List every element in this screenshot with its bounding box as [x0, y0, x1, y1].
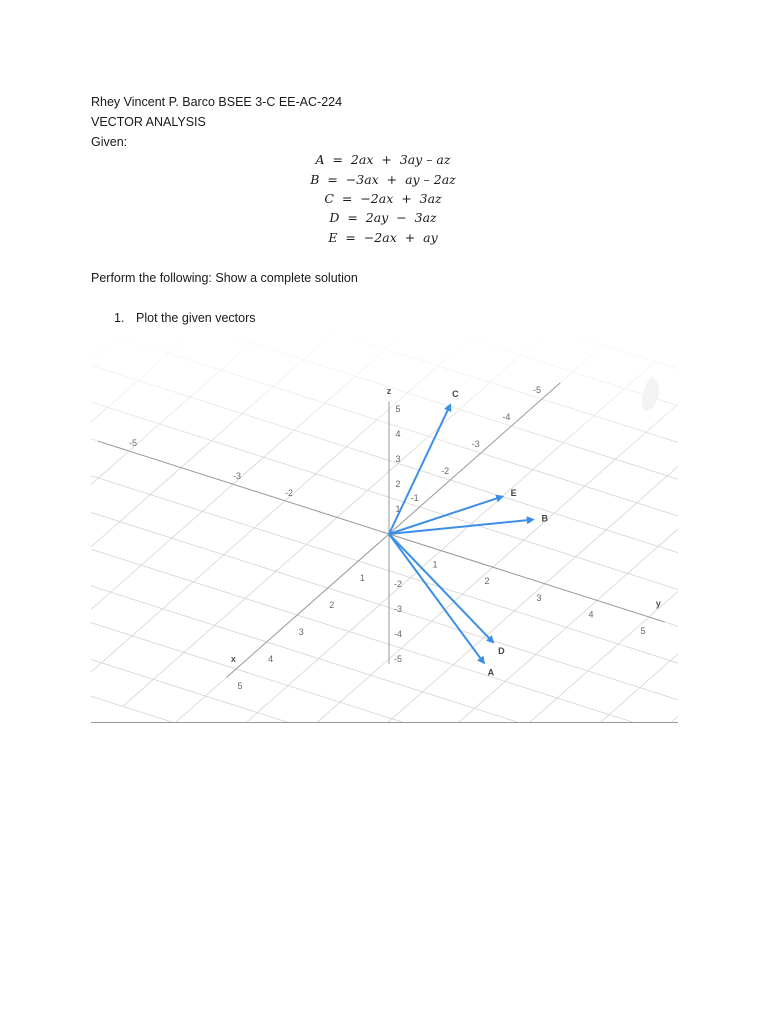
- vector-plot-svg: [91, 328, 678, 723]
- z-tick-label: 1: [395, 504, 401, 514]
- x-neg-tick-label: -5: [532, 385, 542, 395]
- given-label: Given:: [91, 135, 128, 149]
- x-tick-label: 5: [237, 681, 243, 691]
- z-neg-tick-label: -3: [393, 604, 403, 614]
- list-number: 1.: [114, 311, 125, 325]
- z-tick-label: 5: [395, 404, 401, 414]
- z-neg-tick-label: -2: [393, 579, 403, 589]
- y-tick-label: 4: [588, 609, 594, 620]
- grid-fade: [91, 328, 678, 723]
- y-tick-label: 1: [432, 559, 438, 570]
- vector-d-label: D: [498, 645, 505, 656]
- document-title: VECTOR ANALYSIS: [91, 115, 206, 129]
- y-neg-tick-label: -2: [284, 487, 294, 498]
- z-tick-label: 2: [395, 479, 401, 489]
- x-neg-tick-label: -3: [471, 439, 480, 449]
- x-tick-label: 4: [268, 654, 274, 664]
- list-text: Plot the given vectors: [136, 311, 256, 325]
- x-neg-tick-label: -2: [441, 466, 450, 476]
- y-tick-label: 5: [640, 626, 646, 636]
- x-tick-label: 2: [329, 600, 335, 610]
- y-neg-tick-label: -3: [232, 471, 242, 482]
- author-line: Rhey Vincent P. Barco BSEE 3-C EE-AC-224: [91, 95, 343, 109]
- y-tick-label: 2: [484, 576, 490, 587]
- equation-b: B = −3ax + ay – 2az: [310, 172, 456, 187]
- z-tick-label: 4: [395, 429, 401, 439]
- z-axis-label: z: [386, 386, 392, 396]
- equation-c: C = −2ax + 3az: [324, 191, 442, 206]
- plot-bottom-rule: [91, 722, 678, 723]
- vector-b-label: B: [541, 513, 548, 524]
- z-neg-tick-label: -4: [393, 629, 403, 639]
- vector-plot: [91, 328, 678, 723]
- instruction-text: Perform the following: Show a complete solution: [91, 271, 358, 285]
- x-tick-label: 3: [298, 627, 304, 637]
- x-neg-tick-label: -4: [502, 412, 511, 422]
- equation-e: E = −2ax + ay: [328, 230, 438, 245]
- equation-d: D = 2ay − 3az: [329, 210, 437, 225]
- z-neg-tick-label: -5: [393, 654, 403, 664]
- list-item: [114, 311, 256, 325]
- vector-e-label: E: [510, 487, 517, 498]
- x-axis-label: x: [230, 654, 236, 665]
- equation-a: A = 2ax + 3ay – az: [315, 152, 451, 167]
- y-neg-tick-label: -5: [128, 438, 138, 448]
- z-tick-label: 3: [395, 454, 401, 464]
- y-tick-label: 3: [536, 592, 542, 603]
- y-axis-label: y: [655, 598, 661, 609]
- x-neg-tick-label: -1: [410, 493, 419, 503]
- x-tick-label: 1: [359, 573, 365, 583]
- vector-a-label: A: [487, 667, 495, 678]
- vector-c-label: C: [452, 389, 459, 400]
